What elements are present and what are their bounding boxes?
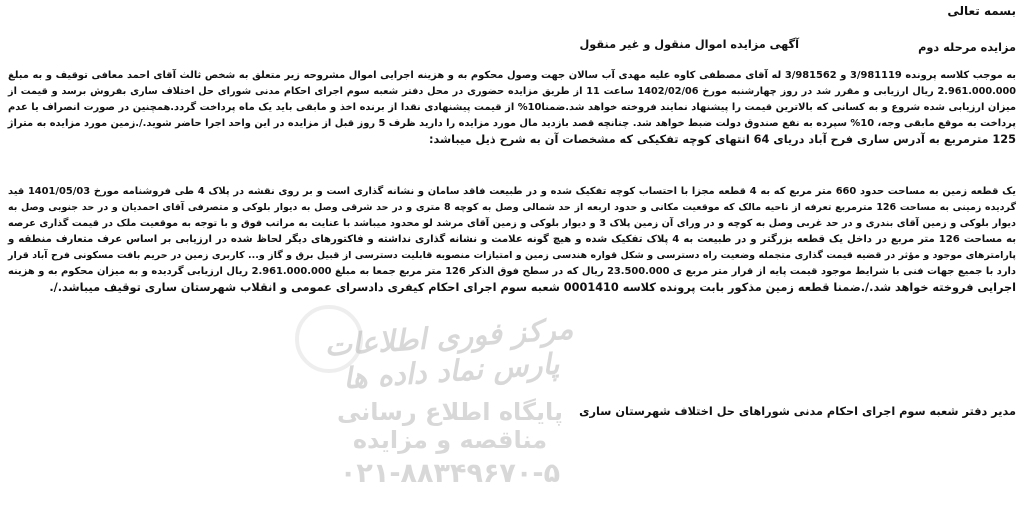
notice-title: آگهی مزایده اموال منقول و غیر منقول [579,38,799,51]
text-line: پرداخت به موقع مابقی وجه، 10% سپرده به نفع صندوق دولت ضبط خواهد شد. چنانچه قصد بازدید مال مورد مزایده را دارید ظرف 5 روز قبل از مزایده در این واحد اجرا حاضر شوید./.زمین مورد مزایده به متراژ [7,118,1016,129]
signature-line: مدیر دفتر شعبه سوم اجرای احکام مدنی شوراهای حل اختلاف شهرستان ساری [579,405,1016,418]
basmala-heading: بسمه تعالی [947,4,1016,18]
text-line: گردیده زمینی به مساحت 126 مترمربع تعرفه از ناحیه مالک که موقعیت مکانی و حدود اربعه از حد شمالی وصل به کوچه 8 متری و در حد شرقی وصل به دیوار بلوکی و متصرفی آقای احمدیان و در حد جنوبی وصل به [8,202,1016,213]
text-line: دیوار بلوکی و زمین آقای بندری و در حد غربی وصل به کوچه و در ورای آن زمین پلاک 3 و دیوار بلوکی و زمین آقای مرشد لو محدود میباشد با عنایت به مراتب فوق و با توجه به موقعیت ملک در قیمت گذاری عرصه [8,218,1016,229]
watermark-line: مرکز فوری اطلاعات پارس نماد داده ها [323,311,575,396]
watermark-phone: ۰۲۱-۸۸۳۴۹۶۷۰-۵ [339,458,561,489]
watermark-logo-icon [295,305,363,373]
text-line: میزان ارزیابی شده شروع و به کسانی که بالاترین قیمت را پیشنهاد نمایند فروخته خواهد شد.ضمنا10% از قیمت پیشنهادی نقدا از برنده اخذ و مابقی باید یک ماه پرداخت گردد.همچنین در صورت انصراف یا عدم [8,102,1016,113]
text-line: 125 مترمربع به آدرس ساری فرح آباد دریای 64 انتهای کوچه تفکیکی که مشخصات آن به شرح ذیل میباشد: [428,133,1016,146]
text-line: به موجب کلاسه پرونده 3/981119 و 3/981562 له آقای مصطفی کاوه علیه مهدی آب سالان جهت وصول محکوم به و هزینه اجرایی اموال مشروحه زیر متعلق به شخص ثالث آقای احمد معافی توقیف و به مبلغ [8,70,1017,81]
text-line: اجرایی فروخته خواهد شد./.ضمنا قطعه زمین مذکور بابت پرونده کلاسه 0001410 شعبه سوم اجرای احکام کیفری دادسرای عمومی و انقلاب شهرستان ساری توقیف میباشد./. [49,281,1016,294]
text-line: دارد با جمیع جهات فنی با شرایط موجود قیمت پایه از قرار متر مربع ی 23.500.000 ریال که در سطح فوق الذکر 126 متر مربع جمعا به مبلغ 2.961.000.000 ریال ارزیابی گردیده و به میزان محکوم به و هزینه [8,266,1016,277]
auction-stage-label: مزایده مرحله دوم [918,41,1016,54]
watermark-line: پایگاه اطلاع رسانی مناقصه و مزایده [336,398,564,454]
text-line: به مساحت 126 متر مربع در داخل یک قطعه بزرگتر و در طبیعت به 4 پلاک تفکیک شده و هیچ گونه علامت و نشانه گذاری نداشته و فاکتورهای دیگر لحاظ شده در ارزیابی بر اساس عرف متعارف منطقه و [8,234,1016,245]
text-line: 2.961.000.000 ریال ارزیابی و مقرر شد در روز چهارشنبه مورخ 1402/02/06 ساعت 11 از طریق مزایده حضوری در محل دفتر شعبه سوم اجرای احکام مدنی شورای حل اختلاف ساری بفروش برسد و قیمت از [8,86,1016,97]
text-line: پارامترهای موجود و مؤثر در قضیه قیمت گذاری متجمله وضعیت راه دسترسی و شکل قواره هندسی زمین و امتیازات منصوبه قابلیت دسترسی از قبیل برق و گاز و... کاربری زمین در حریم بافت مسکونی فرح آباد قرار [8,250,1016,261]
text-line: یک قطعه زمین به مساحت حدود 660 متر مربع که به 4 قطعه مجزا با احتساب کوچه تفکیک شده و در طبیعت فاقد سامان و نشانه گذاری است و بر روی نقشه در پلاک 4 طی فروشنامه مورخ 1401/05/03 قید [8,186,1017,197]
